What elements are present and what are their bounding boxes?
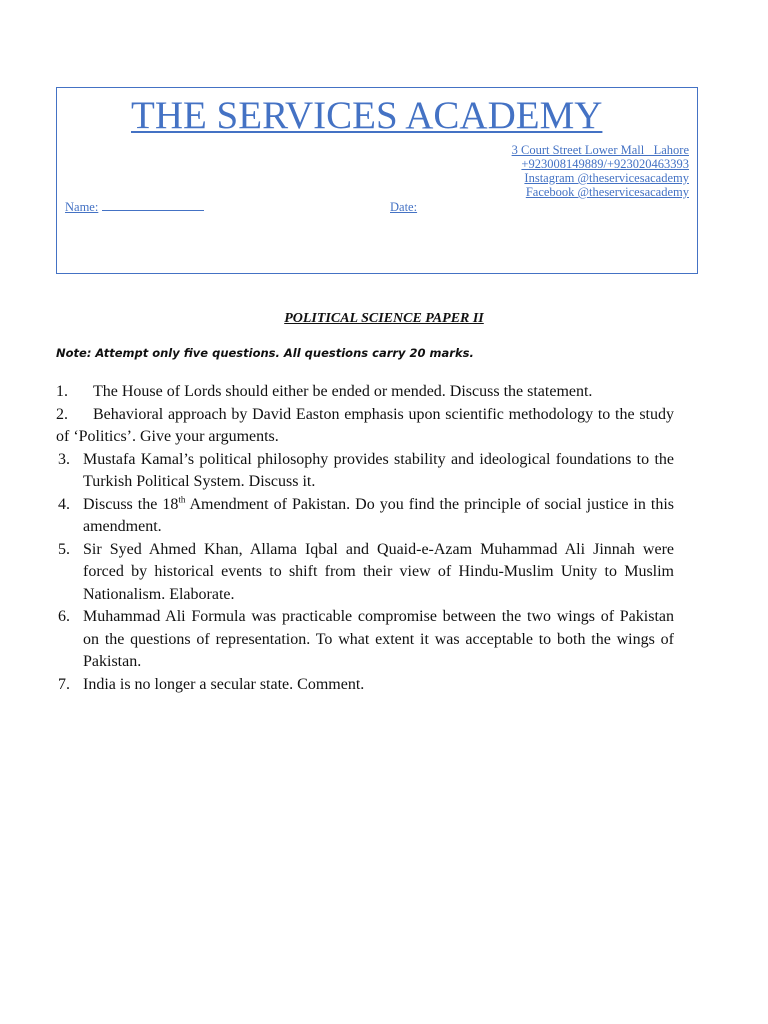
question-text: Behavioral approach by David Easton emphasis upon scientific methodology to the study of ‘Politics’. Give your arguments. xyxy=(56,405,674,445)
question-text: The House of Lords should either be ended or mended. Discuss the statement. xyxy=(93,383,593,400)
contact-facebook: Facebook @theservicesacademy xyxy=(525,185,689,199)
question-item xyxy=(56,404,674,449)
question-item xyxy=(56,674,674,697)
question-item xyxy=(56,494,674,539)
academy-title: THE SERVICES ACADEMY xyxy=(131,94,603,137)
name-label: Name: xyxy=(65,200,99,214)
question-text: Muhammad Ali Formula was practicable compromise between the two wings of Pakistan on the questions of representation. To what extent it was acceptable to both the wings of Pakistan. xyxy=(83,608,674,670)
ordinal-suffix: th xyxy=(178,494,186,505)
question-text-end: Amendment of Pakistan. Do you find the principle of social justice in this amendment. xyxy=(83,495,675,535)
question-text: Sir Syed Ahmed Khan, Allama Iqbal and Quaid-e-Azam Muhammad Ali Jinnah were forced by historical events to shift from their view of Hindu-Muslim Unity to Muslim Nationalism. Elaborate. xyxy=(83,540,674,603)
question-item xyxy=(56,381,674,404)
name-field xyxy=(65,200,204,215)
name-blank-line xyxy=(102,209,204,211)
question-number: 4. xyxy=(58,495,70,513)
question-text-start: Discuss the 18 xyxy=(83,495,179,513)
question-number: 6. xyxy=(58,608,70,625)
date-label: Date: xyxy=(390,200,418,214)
question-number: 5. xyxy=(58,540,70,558)
question-item xyxy=(56,606,674,674)
contact-address: 3 Court Street Lower Mall Lahore xyxy=(511,143,689,157)
paper-title: POLITICAL SCIENCE PAPER II xyxy=(284,311,484,326)
date-field xyxy=(390,200,417,215)
instructions-note: Note: Attempt only five questions. All questions carry 20 marks. xyxy=(56,346,474,360)
question-list xyxy=(56,381,674,696)
question-text: India is no longer a secular state. Comment. xyxy=(83,675,365,693)
question-number: 3. xyxy=(58,450,70,468)
letterhead-box xyxy=(56,87,698,274)
question-item xyxy=(56,449,674,494)
question-number: 7. xyxy=(58,675,70,693)
question-text: Mustafa Kamal’s political philosophy provides stability and ideological foundations to the Turkish Political System. Discuss it. xyxy=(83,450,674,490)
contact-instagram: Instagram @theservicesacademy xyxy=(524,171,689,185)
question-number: 2. xyxy=(56,405,68,423)
contact-block xyxy=(512,143,689,199)
contact-phone: +923008149889/+923020463393 xyxy=(521,157,689,171)
question-item xyxy=(56,539,674,607)
question-number: 1. xyxy=(56,383,68,400)
